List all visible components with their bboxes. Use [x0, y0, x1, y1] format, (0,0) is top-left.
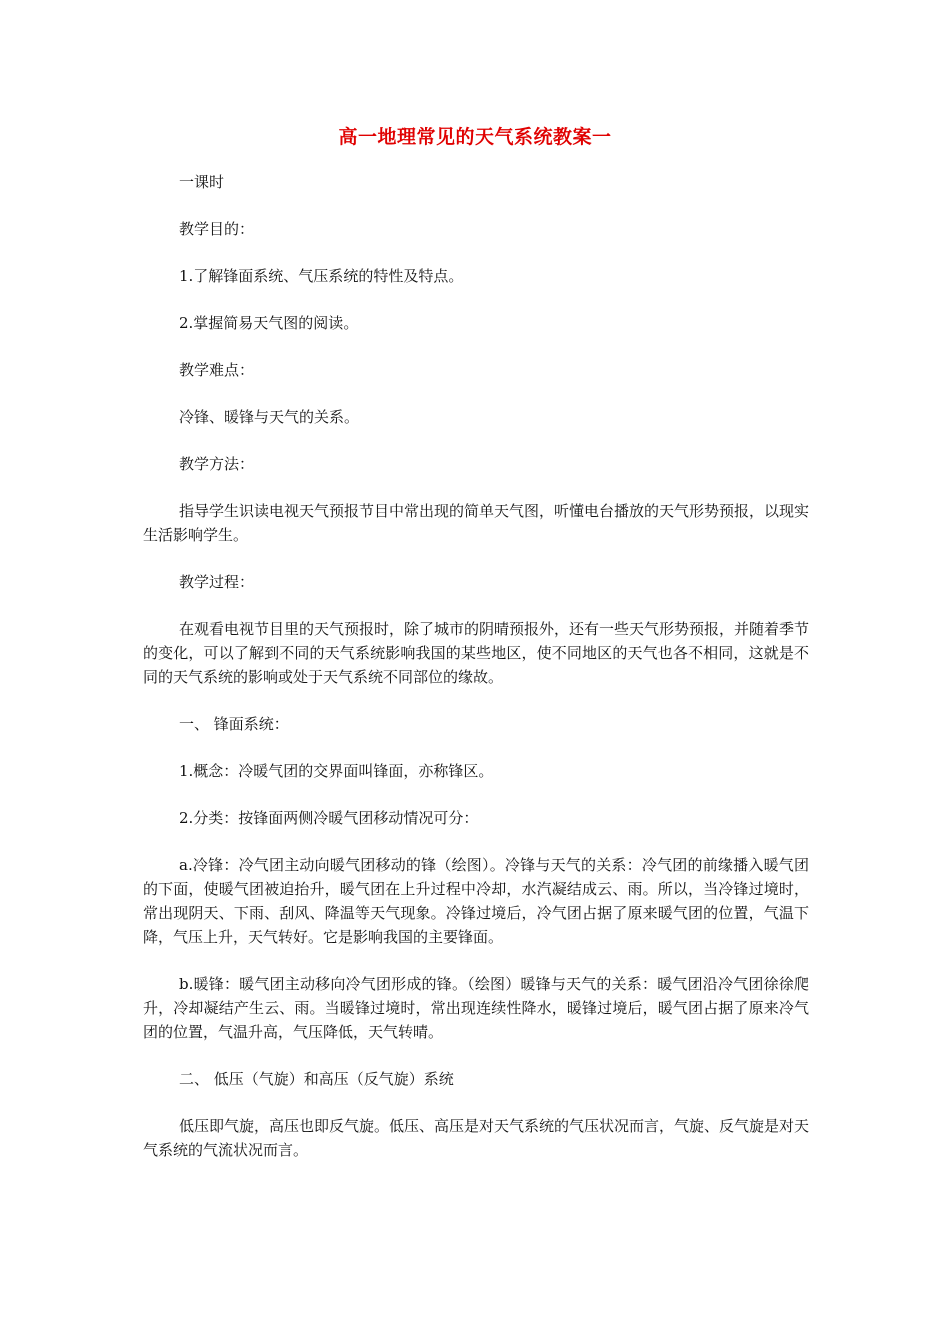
- paragraph: 一课时: [179, 173, 225, 191]
- paragraph: 教学目的：: [179, 220, 255, 238]
- paragraph: 教学方法：: [179, 455, 255, 473]
- paragraph: a.冷锋：冷气团主动向暖气团移动的锋（绘图）。冷锋与天气的关系：冷气团的前缘播入暖气团的下面，使暖气团被迫抬升，暖气团在上升过程中冷却，水汽凝结成云、雨。所以，当冷锋过境时，常出现阴天、下雨、刮风、降温等天气现象。冷锋过境后，冷气团占据了原来暖气团的位置，气温下降，气压上升，天气转好。它是影响我国的主要锋面。: [143, 856, 809, 946]
- paragraph: 1.概念：冷暖气团的交界面叫锋面，亦称锋区。: [179, 762, 494, 780]
- paragraph: 在观看电视节目里的天气预报时，除了城市的阴晴预报外，还有一些天气形势预报，并随着季节的变化，可以了解到不同的天气系统影响我国的某些地区，使不同地区的天气也各不相同，这就是不同的天气系统的影响或处于天气系统不同部位的缘故。: [143, 620, 810, 686]
- paragraph: 2.分类：按锋面两侧冷暖气团移动情况可分：: [179, 809, 479, 827]
- section-heading: 二、 低压（气旋）和高压（反气旋）系统: [179, 1070, 454, 1088]
- document-body: [143, 170, 809, 1185]
- document-title: 高一地理常见的天气系统教案一: [338, 126, 612, 148]
- section-heading: 一、 锋面系统：: [179, 715, 289, 733]
- paragraph: 指导学生识读电视天气预报节目中常出现的简单天气图，听懂电台播放的天气形势预报，以现实生活影响学生。: [143, 502, 810, 544]
- paragraph: 冷锋、暖锋与天气的关系。: [179, 408, 360, 426]
- paragraph: b.暖锋：暖气团主动移向冷气团形成的锋。（绘图）暖锋与天气的关系：暖气团沿冷气团徐徐爬升，冷却凝结产生云、雨。当暖锋过境时，常出现连续性降水，暖锋过境后，暖气团占据了原来冷气团的位置，气温升高，气压降低，天气转晴。: [143, 975, 809, 1041]
- paragraph: 教学难点：: [179, 361, 255, 379]
- paragraph: 教学过程：: [179, 573, 255, 591]
- paragraph: 2.掌握简易天气图的阅读。: [179, 314, 359, 332]
- paragraph: 1.了解锋面系统、气压系统的特性及特点。: [179, 267, 464, 285]
- paragraph: 低压即气旋，高压也即反气旋。低压、高压是对天气系统的气压状况而言，气旋、反气旋是对天气系统的气流状况而言。: [143, 1117, 810, 1159]
